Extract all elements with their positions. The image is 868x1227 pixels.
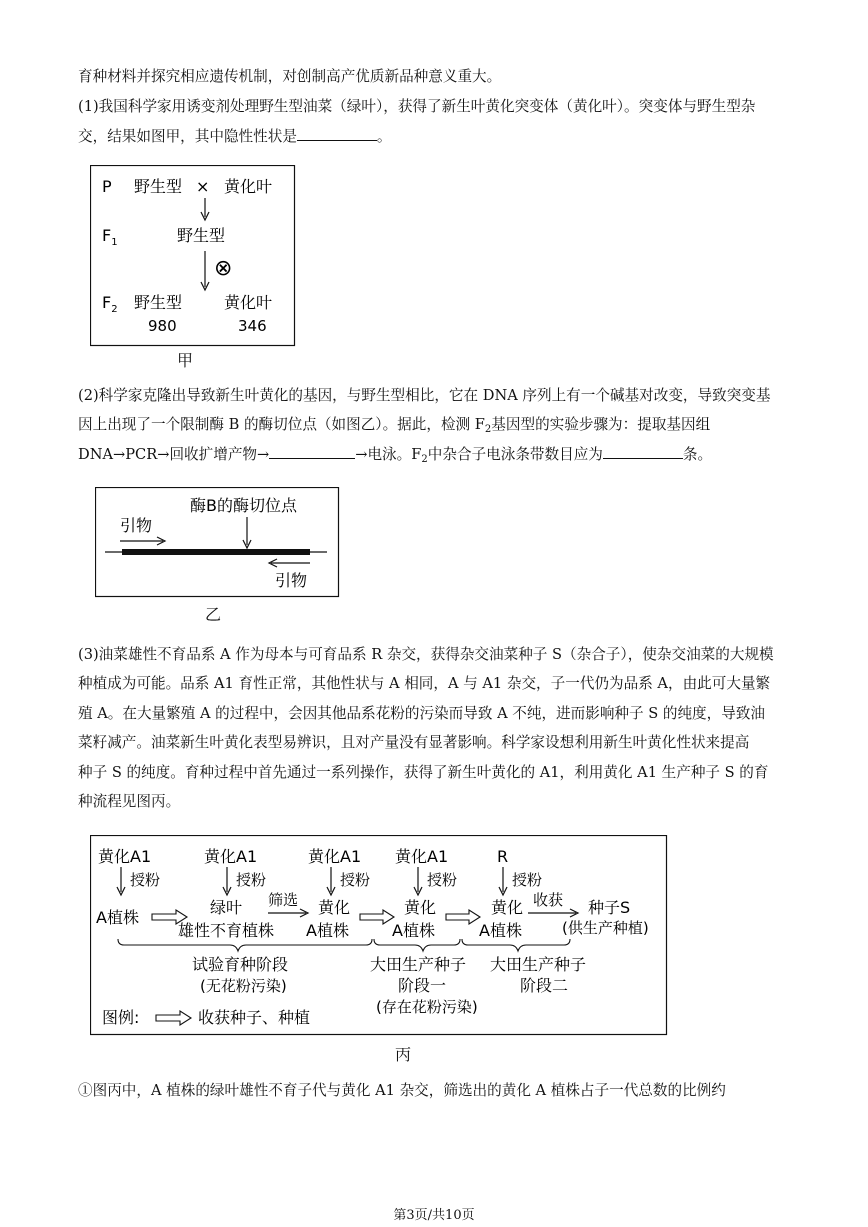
yellow-2: 黄化 bbox=[404, 898, 437, 917]
q1-line2-end: 。 bbox=[376, 128, 392, 145]
green-leaf: 绿叶 bbox=[210, 898, 243, 917]
start-plant: A植株 bbox=[96, 908, 139, 927]
q3-line3: 殖 A。在大量繁殖 A 的过程中，会因其他品系花粉的污染而导致 A 不纯，进而影响种子 S 的纯度，导致油 bbox=[78, 705, 766, 722]
p-label: P bbox=[102, 177, 112, 196]
male-sterile-plant: 雄性不育植株 bbox=[178, 921, 275, 940]
a-plant-1: A植株 bbox=[306, 921, 349, 940]
stage3-sub: 阶段二 bbox=[520, 976, 569, 995]
q3-sub1: ①图丙中，A 植株的绿叶雄性不育子代与黄化 A1 杂交，筛选出的黄化 A 植株占子一代总数的比例约 bbox=[78, 1082, 726, 1099]
stage1-note: (无花粉污染) bbox=[200, 977, 287, 995]
primer-right-label: 引物 bbox=[275, 571, 308, 590]
stage1-label: 试验育种阶段 bbox=[192, 955, 289, 974]
self-pollination-icon: ⊗ bbox=[214, 256, 233, 281]
donor-5: R bbox=[497, 847, 509, 866]
legend-hollow-arrow-icon bbox=[156, 1011, 191, 1025]
q2-line2-sub: 2 bbox=[484, 424, 492, 435]
q2-line3-sub: 2 bbox=[421, 454, 428, 465]
q2-line3 bbox=[78, 444, 712, 470]
intro-tail-text: 育种材料并探究相应遗传机制，对创制高产优质新品种意义重大。 bbox=[78, 68, 502, 85]
q3-line6: 种流程见图丙。 bbox=[78, 793, 181, 810]
f2-wild-type: 野生型 bbox=[134, 293, 183, 312]
q2-line2 bbox=[78, 415, 710, 440]
f1-phenotype: 野生型 bbox=[177, 226, 226, 245]
q2-line3-text-b: →电泳。F bbox=[355, 446, 422, 463]
a-plant-3: A植株 bbox=[479, 921, 522, 940]
figure-bing bbox=[90, 835, 670, 1037]
q2-line2-text-b: 基因型的实验步骤为：提取基因组 bbox=[491, 416, 711, 433]
q1-line2 bbox=[78, 126, 392, 147]
answer-blank-band-count[interactable] bbox=[603, 444, 683, 459]
stage2-note: (存在花粉污染) bbox=[376, 998, 478, 1016]
stage2-sub: 阶段一 bbox=[398, 976, 447, 995]
p-wild-type: 野生型 bbox=[134, 177, 183, 196]
gene-segment bbox=[122, 549, 310, 555]
q2-line3-text-d: 条。 bbox=[682, 446, 713, 463]
a-plant-2: A植株 bbox=[392, 921, 435, 940]
stage3-label: 大田生产种子 bbox=[490, 955, 587, 974]
yellow-3: 黄化 bbox=[491, 898, 524, 917]
donor-4: 黄化A1 bbox=[395, 847, 449, 866]
cross-sign: × bbox=[196, 177, 210, 196]
q3-line5: 种子 S 的纯度。育种过程中首先通过一系列操作，获得了新生叶黄化的 A1，利用黄化 A1 生产种子 S 的育 bbox=[78, 764, 769, 781]
screen-label: 筛选 bbox=[268, 891, 299, 909]
seed-s-note: (供生产种植) bbox=[562, 919, 649, 937]
pollinate-label-2: 授粉 bbox=[236, 871, 267, 889]
enzyme-site-label: 酶B的酶切位点 bbox=[190, 496, 297, 515]
figure-bing-caption: 丙 bbox=[395, 1045, 412, 1064]
legend-text: 收获种子、种植 bbox=[198, 1008, 311, 1027]
figure-jia-caption: 甲 bbox=[177, 351, 194, 370]
donor-3: 黄化A1 bbox=[308, 847, 362, 866]
yellow-1: 黄化 bbox=[318, 898, 351, 917]
f2-yellow-leaf: 黄化叶 bbox=[224, 293, 273, 312]
q1-line1: (1)我国科学家用诱变剂处理野生型油菜（绿叶），获得了新生叶黄化突变体（黄化叶）。突变体与野生型杂 bbox=[78, 98, 756, 115]
q3-line1: (3)油菜雄性不育品系 A 作为母本与可育品系 R 杂交，获得杂交油菜种子 S（杂合子），使杂交油菜的大规模 bbox=[78, 646, 774, 663]
pollinate-label-1: 授粉 bbox=[130, 871, 161, 889]
donor-1: 黄化A1 bbox=[98, 847, 152, 866]
figure-jia bbox=[90, 165, 296, 348]
f2-label: $F_2$ bbox=[102, 293, 118, 315]
f1-label: $F_1$ bbox=[102, 226, 118, 248]
brace-stage3 bbox=[462, 939, 570, 951]
q1-line2-text: 交，结果如图甲，其中隐性性状是 bbox=[78, 128, 297, 145]
figure-yi bbox=[95, 487, 340, 599]
pollinate-label-5: 授粉 bbox=[512, 871, 543, 889]
answer-blank-step[interactable] bbox=[269, 444, 355, 459]
p-yellow-leaf: 黄化叶 bbox=[224, 177, 273, 196]
f2-yellow-count: 346 bbox=[238, 317, 267, 335]
brace-stage1 bbox=[118, 939, 372, 951]
q2-line3-text: DNA→PCR→回收扩增产物→ bbox=[78, 446, 270, 463]
q2-line2-text: 因上出现了一个限制酶 B 的酶切位点（如图乙）。据此，检测 F bbox=[78, 416, 485, 433]
pollinate-label-4: 授粉 bbox=[427, 871, 458, 889]
pollinate-label-3: 授粉 bbox=[340, 871, 371, 889]
figure-yi-caption: 乙 bbox=[205, 605, 222, 624]
q2-line1: (2)科学家克隆出导致新生叶黄化的基因，与野生型相比，它在 DNA 序列上有一个碱基对改变，导致突变基 bbox=[78, 387, 771, 404]
primer-left-label: 引物 bbox=[120, 516, 153, 535]
q3-line4: 菜籽减产。油菜新生叶黄化表型易辨识，且对产量没有显著影响。科学家设想利用新生叶黄化性状来提高 bbox=[78, 734, 750, 751]
legend-label: 图例: bbox=[102, 1008, 140, 1027]
answer-blank-recessive[interactable] bbox=[297, 126, 377, 141]
stage2-label: 大田生产种子 bbox=[370, 955, 467, 974]
q2-line3-text-c: 中杂合子电泳条带数目应为 bbox=[427, 446, 603, 463]
f2-wild-count: 980 bbox=[148, 317, 177, 335]
page-footer: 第3页/共10页 bbox=[393, 1208, 475, 1223]
donor-2: 黄化A1 bbox=[204, 847, 258, 866]
harvest-label: 收获 bbox=[533, 891, 564, 909]
seed-s: 种子S bbox=[588, 898, 631, 917]
brace-stage2 bbox=[374, 939, 460, 951]
q3-line2: 种植成为可能。品系 A1 育性正常，其他性状与 A 相同，A 与 A1 杂交，子一代仍为品系 A，由此可大量繁 bbox=[78, 675, 771, 692]
